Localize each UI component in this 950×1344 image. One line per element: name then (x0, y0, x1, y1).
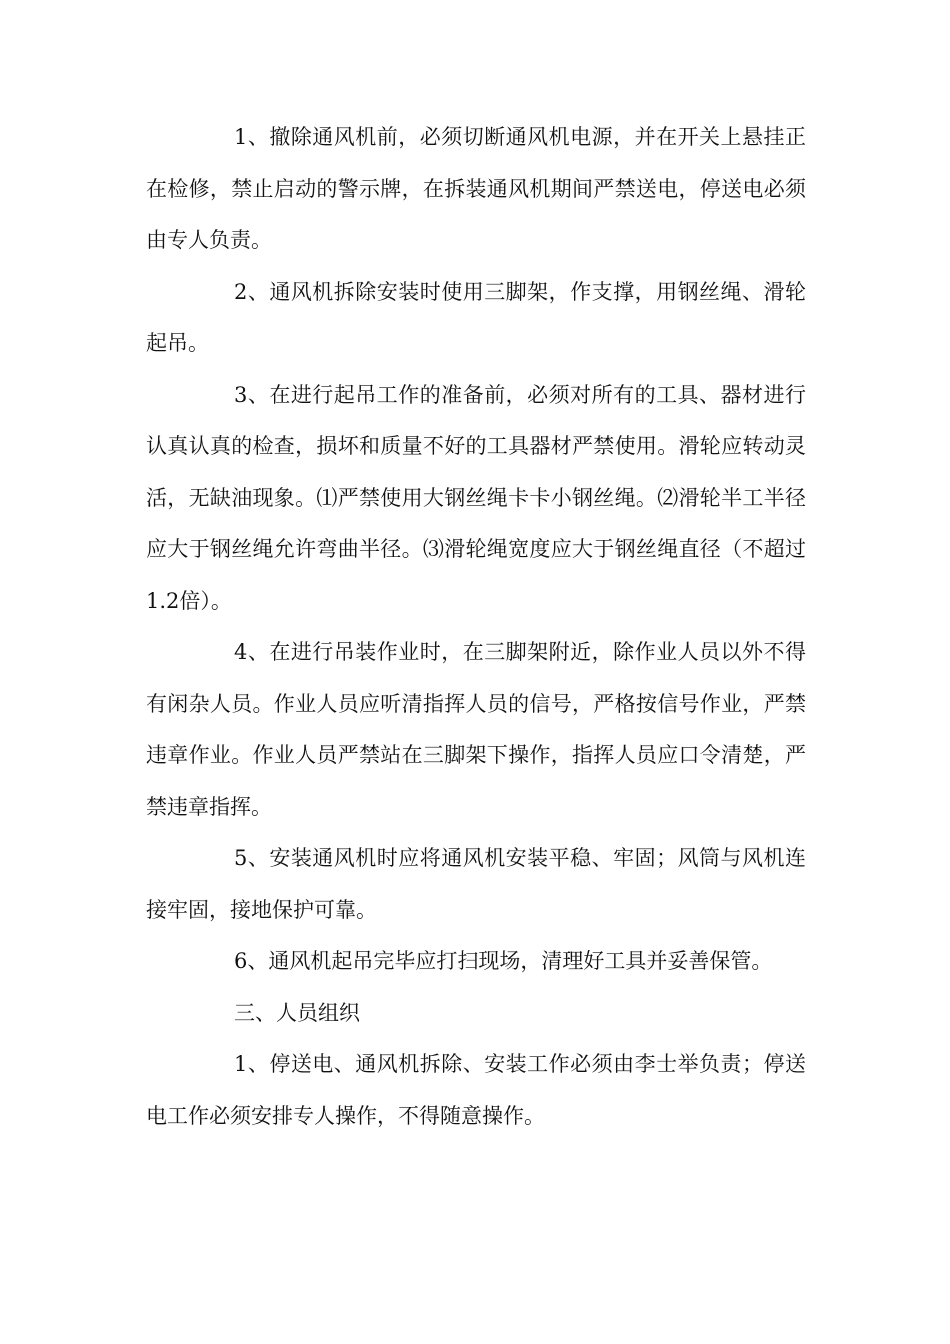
paragraph-cleanup: 6、通风机起吊完毕应打扫现场，清理好工具并妥善保管。 (234, 949, 773, 973)
paragraph-hoisting-safety: 4、在进行吊装作业时，在三脚架附近，除作业人员以外不得有闲杂人员。作业人员应听清指挥人员的信号，严格按信号作业，严禁违章作业。作业人员严禁站在三脚架下操作，指挥人员应口令清楚，严禁违章指挥。 (146, 640, 806, 819)
section-heading-personnel: 三、人员组织 (234, 1000, 360, 1025)
paragraph-tool-inspection: 3、在进行起吊工作的准备前，必须对所有的工具、器材进行认真认真的检查，损坏和质量不好的工具器材严禁使用。滑轮应转动灵活，无缺油现象。⑴严禁使用大钢丝绳卡卡小钢丝绳。⑵滑轮半工半径应大于钢丝绳允许弯曲半径。⑶滑轮绳宽度应大于钢丝绳直径（不超过1.2倍）。 (146, 382, 806, 613)
paragraph-installation: 5、安装通风机时应将通风机安装平稳、牢固；风筒与风机连接牢固，接地保护可靠。 (146, 846, 806, 922)
document-body (146, 112, 806, 1142)
paragraph-power-cutoff: 1、撤除通风机前，必须切断通风机电源，并在开关上悬挂正在检修，禁止启动的警示牌，在拆装通风机期间严禁送电，停送电必须由专人负责。 (146, 125, 806, 252)
paragraph-personnel-responsibility: 1、停送电、通风机拆除、安装工作必须由李士举负责；停送电工作必须安排专人操作，不得随意操作。 (146, 1052, 806, 1128)
paragraph-tripod-lifting: 2、通风机拆除安装时使用三脚架，作支撑，用钢丝绳、滑轮起吊。 (146, 279, 806, 355)
